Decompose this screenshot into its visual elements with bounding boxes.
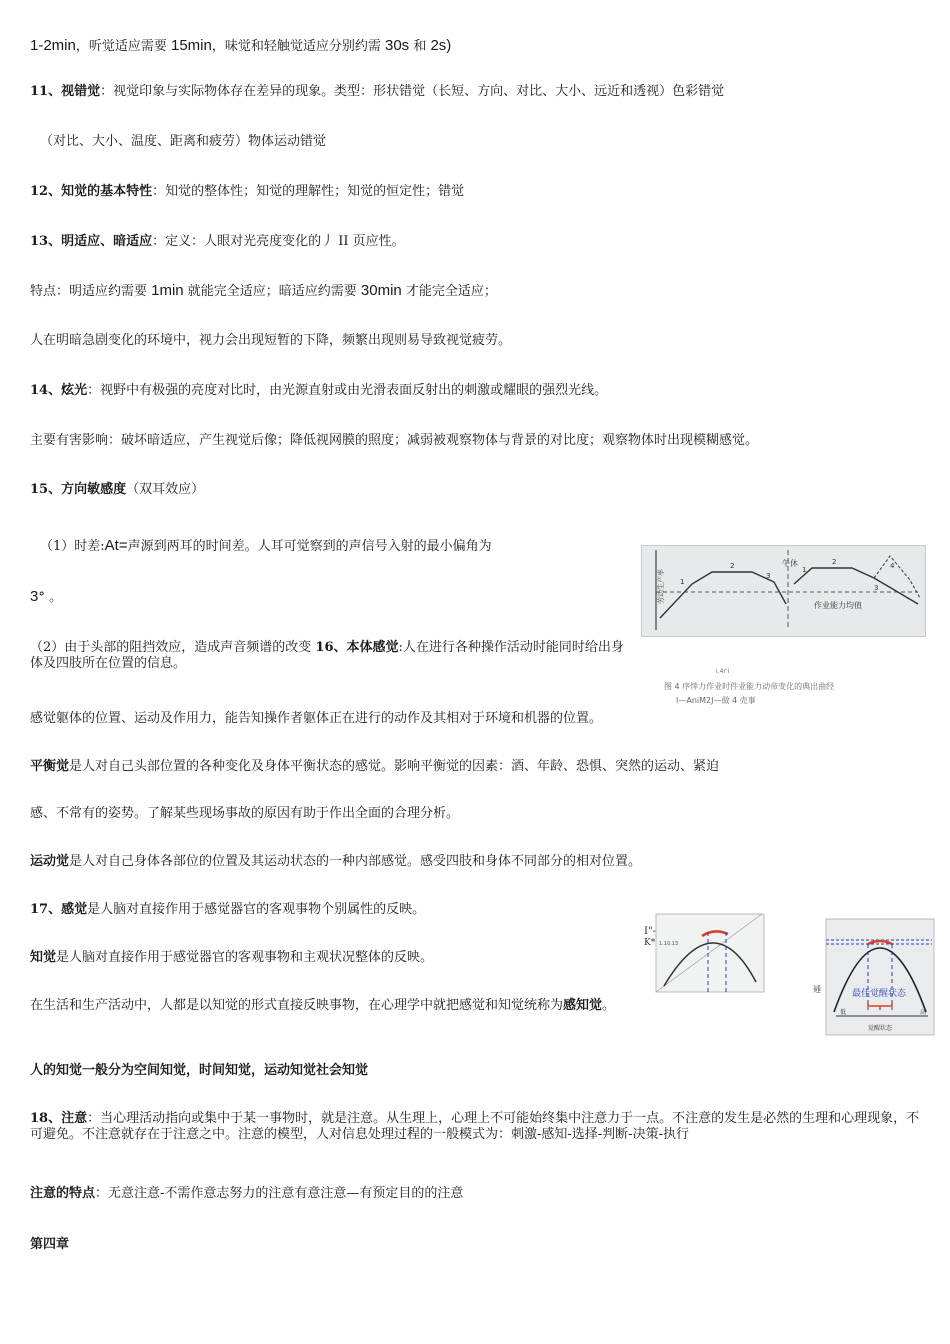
proprioception-detail: 感觉躯体的位置、运动及作用力，能告知操作者躯体正在进行的动作及其相对于环境和机器的位置。 xyxy=(30,711,603,726)
section-11-visual-illusion: 11、视错觉：视觉印象与实际物体存在差异的现象。类型：形状错觉（长短、方向、对比、大小、远近和透视）色彩错觉 xyxy=(30,84,725,99)
attention-characteristics: 注意的特点：无意注意-不需作意志努力的注意有意注意—有预定目的的注意 xyxy=(30,1186,464,1201)
curve-label: 3 xyxy=(874,584,879,592)
chapter-4-heading: 第四章 xyxy=(30,1237,70,1252)
average-label: 作业能力均值 xyxy=(814,601,862,610)
x-axis-label: 觉醒状态 xyxy=(868,1025,893,1032)
curve-label: 4 xyxy=(890,562,895,570)
curve-label: 1 xyxy=(802,566,807,574)
work-capacity-figure xyxy=(641,545,926,637)
perception-categories: 人的知觉一般分为空间知觉，时间知觉，运动知觉社会知觉 xyxy=(30,1063,369,1078)
section-16-proprioception: （2）由于头部的阻挡效应，造成声音频谱的改变 16、本体感觉:人在进行各种操作活动时能同时给出身体及四肢所在位置的信息。 xyxy=(30,640,624,671)
section-15-direction-sensitivity: 15、方向敏感度（双耳效应） xyxy=(30,482,205,497)
arousal-figure-small xyxy=(644,912,766,994)
glare-effects: 主要有害影响：破坏暗适应，产生视觉后像；降低视网膜的照度；减弱被观察物体与背景的对比度；观察物体时出现模糊感觉。 xyxy=(30,433,759,448)
y-axis-label: 劳动生产率 xyxy=(657,569,665,604)
side-label: 逓 xyxy=(813,985,821,994)
balance-sense-continued: 感、不常有的姿势。了解某些现场事故的原因有助于作出全面的合理分析。 xyxy=(30,806,460,821)
afternoon-curve xyxy=(794,568,918,604)
adaptation-fatigue: 人在明暗急剧变化的环境中，视力会出现短暂的下降，频繁出现则易导致视觉疲劳。 xyxy=(30,333,512,348)
lunch-label: 午休 xyxy=(782,559,798,568)
arousal-chart-small xyxy=(644,912,766,994)
optimal-arousal-label: 最佳觉醒状态 xyxy=(852,989,907,999)
balance-sense: 平衡觉是人对自己头部位置的各种变化及身体平衡状态的感觉。影响平衡觉的因素：酒、年龄、恐惧、突然的运动、紧迫 xyxy=(30,759,720,774)
illusion-types-continued: （对比、大小、温度、距离和疲劳）物体运动错觉 xyxy=(40,134,327,149)
perception-definition: 知觉是人脑对直接作用于感觉器官的客观事物和主观状况整体的反映。 xyxy=(30,950,434,965)
sensory-perception-summary: 在生活和生产活动中，人都是以知觉的形式直接反映事物，在心理学中就把感觉和知觉统称为感知觉。 xyxy=(30,998,616,1013)
arousal-chart-large xyxy=(812,918,936,1036)
figure2-glyph: K* xyxy=(644,938,656,948)
adaptation-features: 特点：明适应约需要 1min 就能完全适应；暗适应约需要 30min 才能完全适应； xyxy=(30,282,497,299)
figure2-glyph: I"- xyxy=(644,926,656,937)
line-1-adaptation-times: 1-2min，听觉适应需要 15min，味觉和轻触觉适应分别约需 30s 和 2s) xyxy=(30,37,452,54)
kinesthetic-sense: 运动觉是人对自己身体各部位的位置及其运动状态的一种内部感觉。感受四肢和身体不同部分的相对位置。 xyxy=(30,854,642,869)
work-capacity-chart xyxy=(642,546,925,636)
figure1-caption-secondary: I—AniM2J—做 4 壳事 xyxy=(676,696,756,705)
min-angle-value: 3° 。 xyxy=(30,588,62,605)
arousal-figure-large xyxy=(812,918,936,1036)
section-12-perception-properties: 12、知觉的基本特性：知觉的整体性；知觉的理解性；知觉的恒定性；错觉 xyxy=(30,184,465,199)
section-17-sensation: 17、感觉是人脑对直接作用于感觉器官的客观事物个别属性的反映。 xyxy=(30,902,426,917)
figure1-caption: 图 4 序悻力作业时件业能力动帝变化的典出曲经 xyxy=(664,682,835,691)
figure1-tiny-text: i.4r'i xyxy=(716,668,730,675)
section-14-glare: 14、炫光：视野中有极强的亮度对比时，由光源直射或由光滑表面反射出的刺激或耀眼的强烈光线。 xyxy=(30,383,608,398)
curve-label: 2 xyxy=(730,562,735,570)
x-high-label: 高 xyxy=(920,1009,927,1016)
section-18-attention: 18、注意：当心理活动指向或集中于某一事物时，就是注意。从生理上，心理上不可能始终集中注意力于一点。不注意的发生是必然的生理和心理现象，不可避免。不注意就存在于注意之中。注意的模型，人对信息处理过程的一般模式为：刺激-感知-选择-判断-决策-执行 xyxy=(30,1111,920,1142)
x-low-label: 低 xyxy=(840,1009,847,1016)
time-difference: （1）时差:At=声源到两耳的时间差。人耳可觉察到的声信号入射的最小偏角为 xyxy=(40,537,492,554)
figure2-glyph: 1.10.13 xyxy=(659,941,679,947)
curve-label: 3 xyxy=(766,572,771,580)
section-13-light-dark-adaptation: 13、明适应、暗适应：定义：人眼对光亮度变化的丿 II 页应性。 xyxy=(30,234,405,249)
chart-frame xyxy=(826,919,934,1035)
curve-label: 1 xyxy=(680,578,685,586)
curve-label: 2 xyxy=(832,558,837,566)
